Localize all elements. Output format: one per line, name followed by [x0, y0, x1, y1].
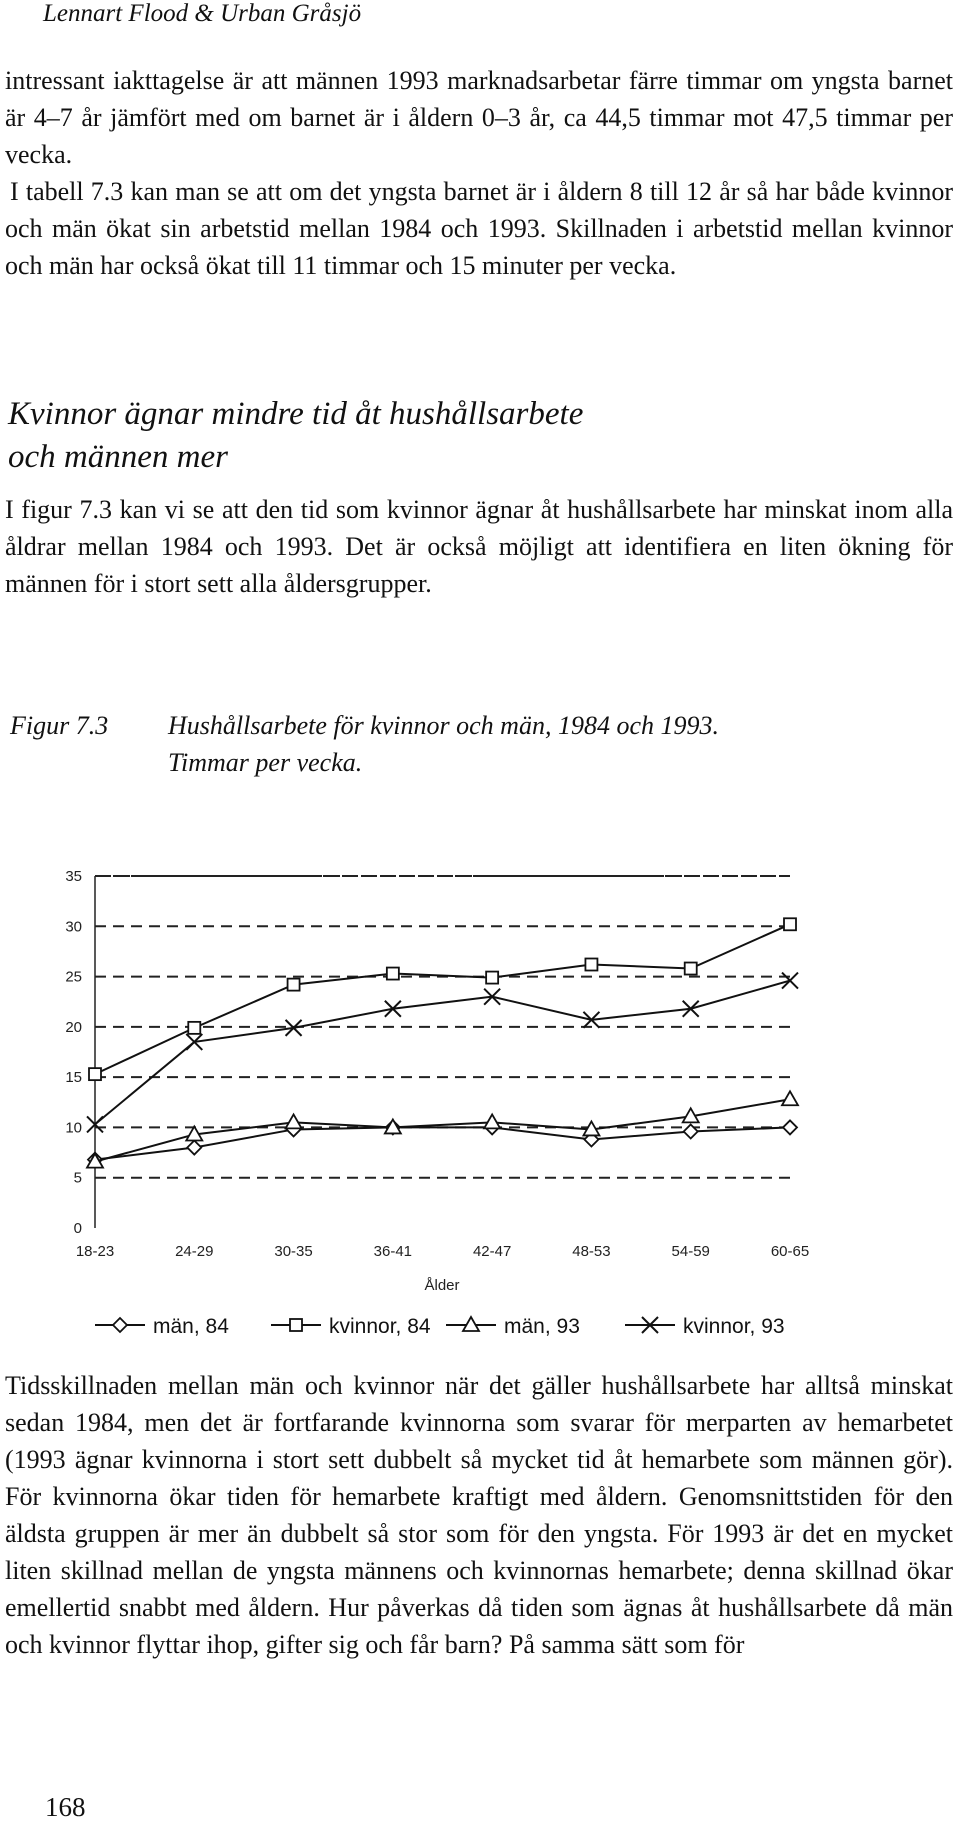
- y-tick-label: 30: [65, 918, 82, 936]
- legend-marker-diamond: [113, 1318, 127, 1332]
- data-point-diamond: [187, 1141, 201, 1155]
- section-heading-line-2: och männen mer: [8, 439, 228, 475]
- data-point-square: [288, 979, 300, 991]
- legend-marker-square: [290, 1319, 302, 1331]
- y-tick-label: 5: [73, 1169, 82, 1187]
- y-tick-label: 15: [65, 1069, 82, 1087]
- data-point-square: [387, 968, 399, 980]
- legend-label: kvinnor, 93: [683, 1315, 785, 1338]
- data-point-square: [685, 963, 697, 975]
- paragraph-continued: [5, 62, 953, 284]
- x-tick-label: 18-23: [75, 1243, 115, 1260]
- data-point-square: [784, 918, 796, 930]
- data-point-cross: [782, 973, 798, 989]
- data-point-triangle: [484, 1114, 500, 1128]
- x-tick-label: 48-53: [572, 1243, 611, 1260]
- y-tick-label: 35: [65, 868, 82, 885]
- data-point-triangle: [782, 1091, 798, 1105]
- data-point-square: [89, 1068, 101, 1080]
- y-tick-label: 10: [65, 1119, 82, 1137]
- x-tick-label: 30-35: [274, 1243, 313, 1260]
- x-tick-label: 24-29: [175, 1243, 214, 1260]
- data-point-diamond: [783, 1120, 797, 1134]
- y-tick-label: 0: [73, 1220, 82, 1237]
- x-tick-label: 36-41: [373, 1243, 413, 1260]
- figure-title-line-1: Hushållsarbete för kvinnor och män, 1984 och 1993.: [168, 711, 720, 740]
- y-tick-label: 20: [65, 1018, 82, 1036]
- legend-label: män, 93: [504, 1315, 580, 1338]
- paragraph-2-text: I tabell 7.3 kan man se att om det yngsta barnet är i åldern 8 till 12 år så har både kvinnor och män ökat sin arbetstid mellan 1984 och 1993. Skillnaden i arbetstid mellan kvinnor och män har också ökat till 11 timmar och 15 minuter per vecka.: [5, 177, 953, 280]
- paragraph-4: Tidsskillnaden mellan män och kvinnor när det gäller hushållsarbete har alltså minskat sedan 1984, men det är fortfarande kvinnorna som svarar för merparten av hemarbetet (1993 ägnar kvinnorna i stort sett dubbelt så mycket tid åt hemarbete som männen gör). För kvinnorna ökar tiden för hemarbete kraftigt med åldern. Genomsnittstiden för den äldsta gruppen är mer än dubbelt så stor som för den yngsta. För 1993 är det en mycket liten skillnad mellan de yngsta männens och kvinnornas hemarbete; denna skillnad ökar emellertid snabbt med åldern. Hur påverkas då tiden som ägnas åt hushållsarbete då män och kvinnor flyttar ihop, gifter sig och får barn? På samma sätt som för: [5, 1371, 953, 1659]
- y-tick-label: 25: [65, 968, 82, 986]
- legend-label: män, 84: [153, 1315, 229, 1338]
- figure-title-line-2: Timmar per vecka.: [168, 748, 363, 777]
- paragraph-3: I figur 7.3 kan vi se att den tid som kvinnor ägnar åt hushållsarbete har minskat inom alla åldrar mellan 1984 och 1993. Det är också möjligt att identifiera en liten ökning för männen för i stort sett alla åldersgrupper.: [5, 495, 953, 598]
- x-axis-title: Ålder: [424, 1277, 460, 1294]
- data-point-square: [585, 959, 597, 971]
- x-tick-label: 54-59: [671, 1243, 710, 1260]
- legend-label: kvinnor, 84: [329, 1315, 431, 1338]
- page-number: 168: [45, 1792, 86, 1822]
- paragraph-1-text: intressant iakttagelse är att männen 1993 marknadsarbetar färre timmar om yngsta barnet är 4–7 år jämfört med om barnet är i åldern 0–3 år, ca 44,5 timmar mot 47,5 timmar per vecka.: [5, 66, 953, 169]
- data-point-square: [486, 972, 498, 984]
- line-chart: [0, 860, 960, 1350]
- data-point-square: [188, 1022, 200, 1034]
- section-heading: [8, 393, 583, 479]
- data-point-triangle: [286, 1114, 302, 1128]
- series-line-1: [95, 924, 790, 1074]
- series-line-3: [95, 981, 790, 1125]
- running-head: Lennart Flood & Urban Gråsjö: [43, 0, 362, 27]
- section-heading-line-1: Kvinnor ägnar mindre tid åt hushållsarbete: [8, 396, 584, 432]
- figure-title: [168, 707, 928, 781]
- figure-label: Figur 7.3: [10, 711, 109, 740]
- x-tick-label: 60-65: [770, 1243, 810, 1260]
- x-tick-label: 42-47: [472, 1243, 512, 1260]
